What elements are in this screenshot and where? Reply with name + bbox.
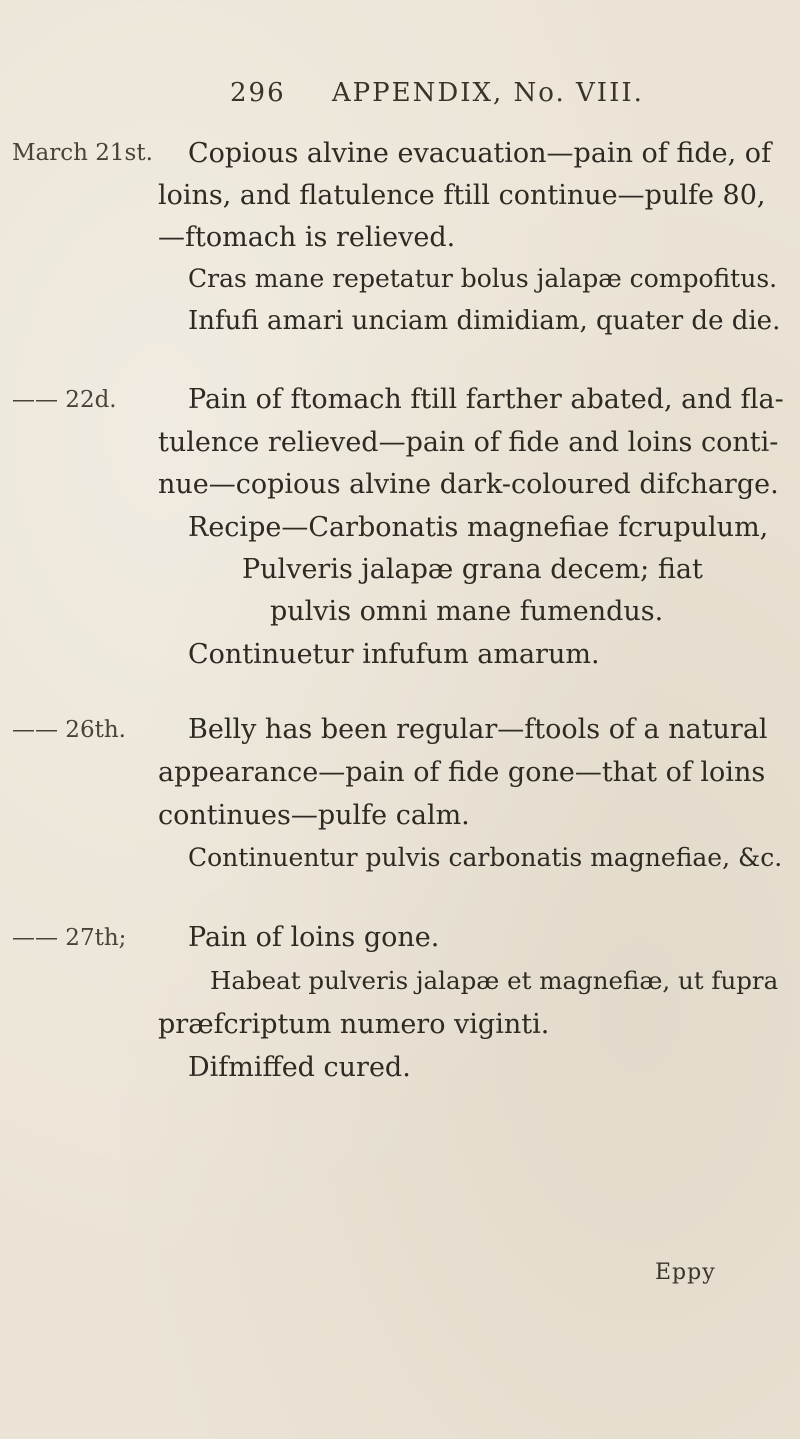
entry-line: nue—copious alvine dark-coloured difcharge. xyxy=(158,469,779,500)
entry-line: Habeat pulveris jalapæ et magnefiæ, ut fupra xyxy=(210,966,779,995)
entry-line: appearance—pain of fide gone—that of loins xyxy=(158,757,766,788)
entry-line: Continuetur infufum amarum. xyxy=(188,639,600,670)
entry-line: pulvis omni mane fumendus. xyxy=(270,596,664,627)
entry-date: March 21st. xyxy=(12,140,153,166)
entry-line: Infufi amari unciam dimidiam, quater de die. xyxy=(188,306,781,336)
entry-line: Copious alvine evacuation—pain of fide, of xyxy=(188,138,772,169)
entry-line: Pain of ftomach ftill farther abated, and fla- xyxy=(188,384,784,415)
entry-line: præfcriptum numero viginti. xyxy=(158,1009,550,1040)
header-title: APPENDIX, No. VIII. xyxy=(331,78,644,108)
entry-line: Recipe—Carbonatis magnefiae fcrupulum, xyxy=(188,512,769,543)
catchword: Eppy xyxy=(655,1260,716,1285)
page-number: 296 xyxy=(230,78,286,108)
entry-line: Pulveris jalapæ grana decem; fiat xyxy=(242,554,703,585)
entry-line: tulence relieved—pain of fide and loins conti- xyxy=(158,427,779,458)
entry-line: Pain of loins gone. xyxy=(188,922,440,953)
entry-line: Difmiffed cured. xyxy=(188,1052,411,1083)
entry-date: —— 22d. xyxy=(12,387,117,413)
entry-line: Cras mane repetatur bolus jalapæ compofitus. xyxy=(188,264,778,293)
entry-line: Belly has been regular—ftools of a natural xyxy=(188,714,768,745)
entry-line: loins, and flatulence ftill continue—pulfe 80, xyxy=(158,180,766,211)
entry-line: —ftomach is relieved. xyxy=(158,222,456,253)
entry-line: Continuentur pulvis carbonatis magnefiae, &c. xyxy=(188,843,783,872)
running-header xyxy=(230,78,644,108)
entry-date: —— 27th; xyxy=(12,925,127,951)
entry-line: continues—pulfe calm. xyxy=(158,800,470,831)
entry-date: —— 26th. xyxy=(12,717,126,743)
